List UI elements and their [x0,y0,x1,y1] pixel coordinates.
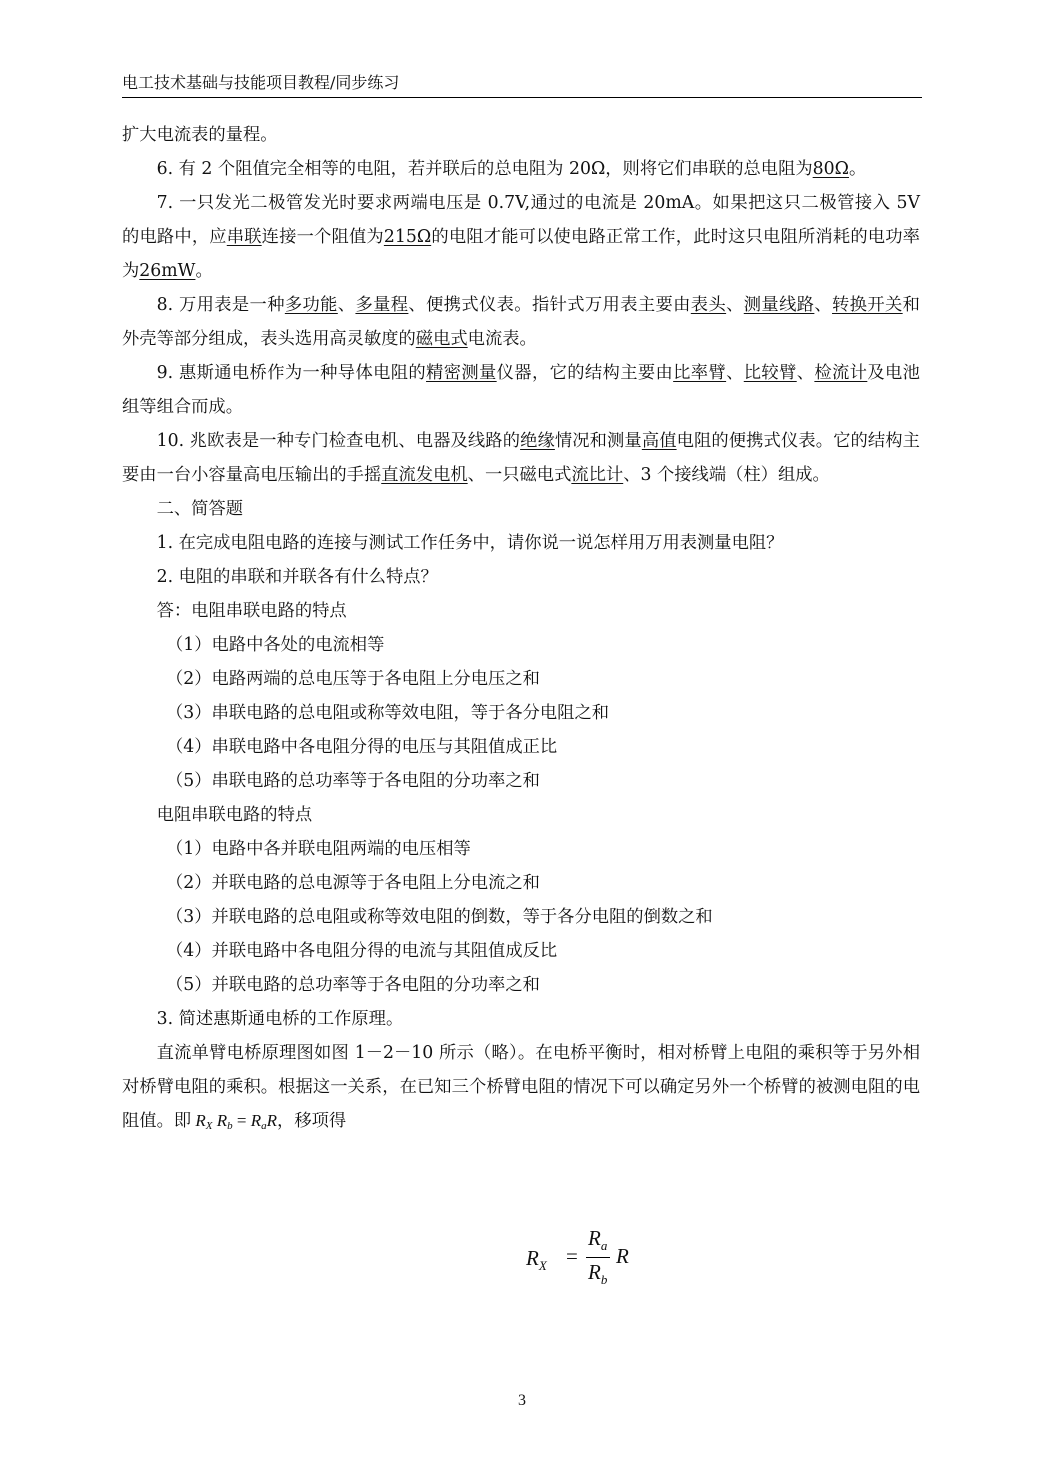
q10-text-4: 、一只磁电式 [467,465,572,485]
q8-text-6: 和外壳等部分组成，表头选用高灵敏度的 [122,295,920,349]
q10-answer-1: 绝缘 [520,431,555,451]
parallel-point: （1）电路中各并联电阻两端的电压相等 [166,839,471,859]
q10-answer-2: 高值 [641,431,677,451]
q8-answer-2: 多量程 [355,295,409,315]
q9-answer-1: 精密测量 [426,363,497,383]
q9-text-1: 9. 惠斯通电桥作为一种导体电阻的 [156,363,427,383]
q8-answer-3: 表头 [690,295,727,315]
q8-text-4: 、 [726,295,744,315]
q7-answer-3: 26mW [139,261,196,281]
q10-answer-4: 流比计 [571,465,624,485]
formula-lhs: $R_X$ [526,1246,547,1274]
q10-text-3: 电阻的便携式仪表。它的结构主要由一台小容量高电压输出的手摇 [122,431,920,485]
fraction-bar [586,1257,610,1258]
q9-answer-4: 检流计 [814,363,868,383]
answer-intro: 答：电阻串联电路的特点 [156,601,347,621]
q8-answer-1: 多功能 [284,295,338,315]
parallel-point: （2）并联电路的总电源等于各电阻上分电流之和 [166,873,540,893]
series-point: （4）串联电路中各电阻分得的电压与其阻值成正比 [166,737,558,757]
q9-text-4: 、 [796,363,815,383]
q9-text-3: 、 [726,363,744,383]
q8-text-7: 电流表。 [467,329,537,349]
q8-answer-4: 测量线路 [743,295,815,315]
bridge-formula [526,1224,666,1294]
q9-text-5: 及电池组等组合而成。 [122,363,920,417]
q7-text-4: 。 [195,261,213,281]
q7-answer-1: 串联 [226,227,262,247]
series-point: （1）电路中各处的电流相等 [166,635,385,655]
q9-answer-2: 比率臂 [673,363,727,383]
short-question-1: 1. 在完成电阻电路的连接与测试工作任务中，请你说一说怎样用万用表测量电阻？ [156,533,784,553]
series-point: （2）电路两端的总电压等于各电阻上分电压之和 [166,669,540,689]
question-9 [122,356,920,424]
series-point: （5）串联电路的总功率等于各电阻的分功率之和 [166,771,540,791]
running-header: 电工技术基础与技能项目教程/同步练习 [122,73,400,92]
bridge-text: 直流单臂电桥原理图如图 1－2－10 所示（略）。在电桥平衡时，相对桥臂上电阻的乘积等于另外相对桥臂电阻的乘积。根据这一关系，在已知三个桥臂电阻的情况下可以确定另外一个桥臂的被测电阻的电阻值。即 [122,1043,920,1131]
formula-denominator: $R_b$ [588,1260,608,1288]
q7-text-2: 连接一个阻值为 [261,227,384,247]
bridge-explanation [122,1036,920,1143]
question-8 [122,288,920,356]
q9-answer-3: 比较臂 [743,363,797,383]
q6-text: 6. 有 2 个阻值完全相等的电阻，若并联后的总电阻为 20Ω，则将它们串联的总电阻为 [156,159,813,179]
section-heading: 二、简答题 [156,499,244,519]
question-6 [122,152,920,186]
parallel-title: 电阻串联电路的特点 [156,805,313,825]
q6-end: 。 [848,159,867,179]
q6-answer: 80Ω [812,159,849,179]
question-7 [122,186,920,288]
parallel-point: （3）并联电路的总电阻或称等效电阻的倒数，等于各分电阻的倒数之和 [166,907,713,927]
parallel-point: （4）并联电路中各电阻分得的电流与其阻值成反比 [166,941,558,961]
q10-answer-3: 直流发电机 [381,465,468,485]
q9-text-2: 仪器，它的结构主要由 [496,363,674,383]
formula-factor: R [616,1244,629,1268]
page-number: 3 [518,1392,526,1409]
header-rule [122,97,922,98]
q8-text-2: 、 [337,295,356,315]
q7-answer-2: 215Ω [383,227,432,247]
q10-text-5: 、3 个接线端（柱）组成。 [623,465,830,485]
parallel-point: （5）并联电路的总功率等于各电阻的分功率之和 [166,975,540,995]
page-body [122,118,920,1143]
q10-text-1: 10. 兆欧表是一种专门检查电机、电器及线路的 [156,431,521,451]
paragraph-continuation: 扩大电流表的量程。 [122,125,278,145]
question-10 [122,424,920,492]
inline-equation: $R_X$ $R_b = R_aR$ [195,1111,278,1132]
series-point: （3）串联电路的总电阻或称等效电阻，等于各分电阻之和 [166,703,610,723]
short-question-2: 2. 电阻的串联和并联各有什么特点？ [156,567,438,587]
q7-text-1: 7. 一只发光二极管发光时要求两端电压是 0.7V,通过的电流是 20mA。如果把这只二极管接入 5V 的电路中，应 [122,193,920,247]
short-question-3: 3. 简述惠斯通电桥的工作原理。 [156,1009,404,1029]
formula-equals: = [566,1244,578,1268]
q8-answer-6: 磁电式 [415,329,468,349]
formula-numerator: $R_a$ [588,1226,608,1254]
q8-text-5: 、 [814,295,833,315]
q8-text-1: 8. 万用表是一种 [156,295,285,315]
q8-text-3: 、便携式仪表。指针式万用表主要由 [408,295,691,315]
bridge-tail: ，移项得 [277,1111,347,1131]
q8-answer-5: 转换开关 [832,295,903,315]
q7-text-3: 的电阻才能可以使电路正常工作，此时这只电阻所消耗的电功率为 [122,227,920,281]
q10-text-2: 情况和测量 [554,431,642,451]
